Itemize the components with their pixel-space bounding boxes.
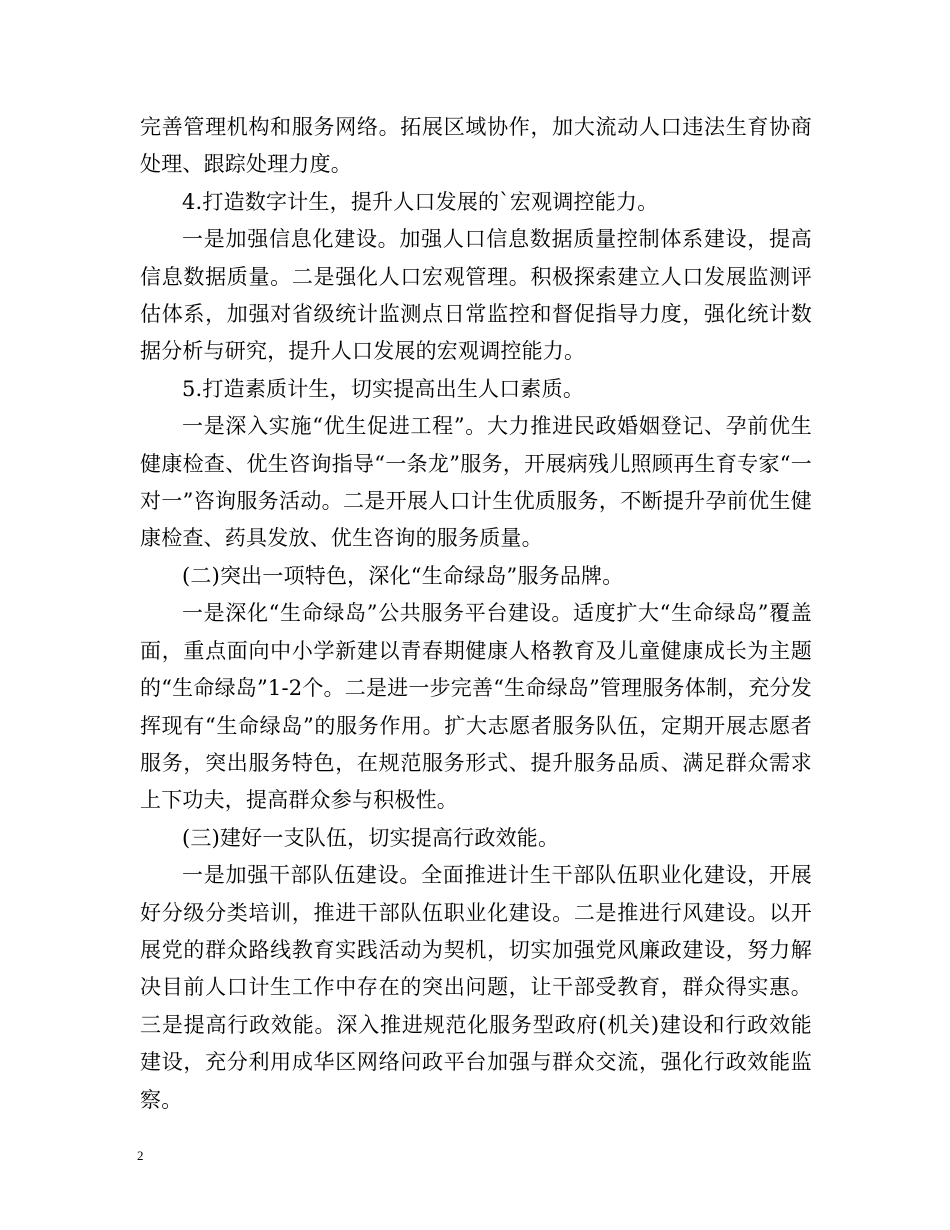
section-heading-quality: 5.打造素质计生，切实提高出生人口素质。 (182, 376, 585, 401)
paragraph-team: 一是加强干部队伍建设。全面推进计生干部队伍职业化建设，开展好分级分类培训，推进干部队伍职业化建设。二是推进行风建设。以开展党的群众路线教育实践活动为契机，切实加强党风廉政建设，努力解决目前人口计生工作中存在的突出问题，让干部受教育，群众得实惠。三是提高行政效能。深入推进规范化服务型政府(机关)建设和行政效能建设，充分利用成华区网络问政平台加强与群众交流，强化行政效能监察。 (140, 863, 812, 1112)
paragraph-feature: 一是深化“生命绿岛”公共服务平台建设。适度扩大“生命绿岛”覆盖面，重点面向中小学新建以青春期健康人格教育及儿童健康成长为主题的“生命绿岛”1-2个。二是进一步完善“生命绿岛”管理服务体制，充分发挥现有“生命绿岛”的服务作用。扩大志愿者服务队伍，定期开展志愿者服务，突出服务特色，在规范服务形式、提升服务品质、满足群众需求上下功夫，提高群众参与积极性。 (140, 601, 812, 813)
paragraph-quality: 一是深入实施“优生促进工程”。大力推进民政婚姻登记、孕前优生健康检查、优生咨询指导“一条龙”服务，开展病残儿照顾再生育专家“一对一”咨询服务活动。二是开展人口计生优质服务，不断提升孕前优生健康检查、药具发放、优生咨询的服务质量。 (140, 414, 812, 551)
section-heading-feature: (二)突出一项特色，深化“生命绿岛”服务品牌。 (182, 563, 624, 588)
section-heading-digital: 4.打造数字计生，提升人口发展的`宏观调控能力。 (182, 189, 659, 214)
document-body (140, 109, 812, 1119)
section-heading-team: (三)建好一支队伍，切实提高行政效能。 (182, 825, 560, 850)
paragraph-digital: 一是加强信息化建设。加强人口信息数据质量控制体系建设，提高信息数据质量。二是强化人口宏观管理。积极探索建立人口发展监测评估体系，加强对省级统计监测点日常监控和督促指导力度，强化统计数据分析与研究，提升人口发展的宏观调控能力。 (140, 227, 812, 364)
paragraph-continuation: 完善管理机构和服务网络。拓展区域协作，加大流动人口违法生育协商处理、跟踪处理力度。 (140, 115, 812, 177)
page-number: 2 (137, 1148, 144, 1163)
